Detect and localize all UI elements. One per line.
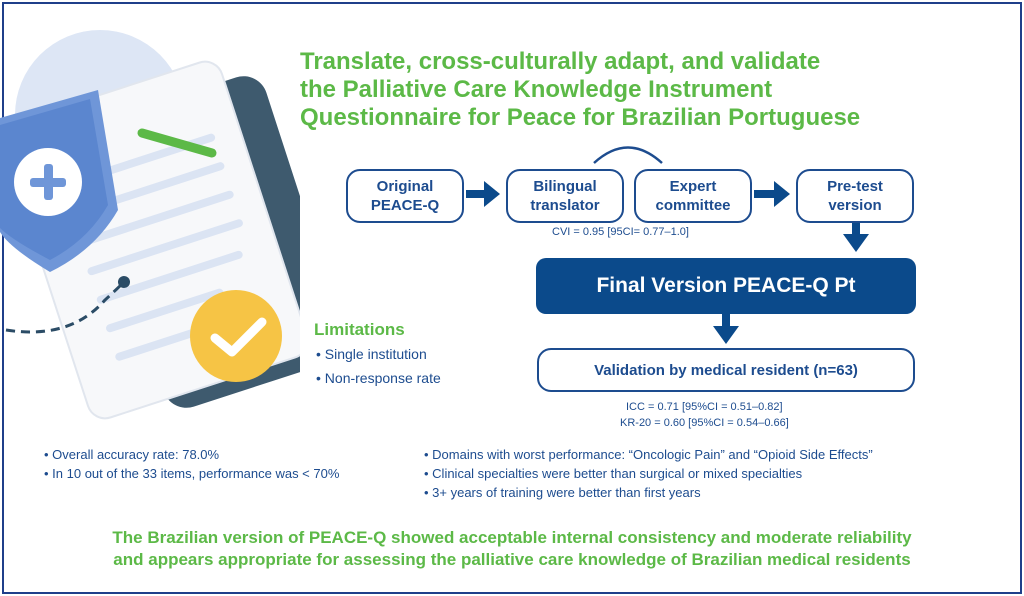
cvi-value: CVI = 0.95 [95CI= 0.77–1.0] [552,226,689,238]
result-item-left: • Overall accuracy rate: 78.0% [44,447,220,462]
final-version-box: Final Version PEACE-Q Pt [536,258,916,314]
translator-label: Bilingual translator [530,178,600,214]
arrow-icon [466,181,500,207]
conclusion [20,527,1004,571]
committee-connector [594,148,662,164]
result-item-right: • 3+ years of training were better than first years [424,485,701,500]
original-peace-q-box [346,169,464,223]
icc-value: ICC = 0.71 [95%CI = 0.51–0.82] [626,401,783,413]
kr20-value: KR-20 = 0.60 [95%CI = 0.54–0.66] [620,417,789,429]
arrow-icon [713,314,739,344]
pretest-version-box [796,169,914,223]
validation-label: Validation by medical resident (n=63) [594,361,858,379]
limitation-item: • Non-response rate [316,370,441,386]
result-item-left: • In 10 out of the 33 items, performance was < 70% [44,466,340,481]
title-line-1: Translate, cross-culturally adapt, and validate [300,48,821,75]
result-item-right: • Clinical specialties were better than surgical or mixed specialties [424,466,803,481]
pretest-label: Pre-test version [827,178,883,214]
validation-box [537,348,915,392]
result-item-right: • Domains with worst performance: “Oncologic Pain” and “Opioid Side Effects” [424,447,873,462]
original-label: Original PEACE-Q [370,178,440,214]
arrow-icon [754,181,790,207]
expert-committee-box [634,169,752,223]
bilingual-translator-box [506,169,624,223]
arrow-icon [843,222,869,252]
committee-label: Expert committee [655,178,731,214]
limitation-item: • Single institution [316,346,427,362]
conclusion-line-2: and appears appropriate for assessing the palliative care knowledge of Brazilian medical residents [113,550,911,569]
conclusion-line-1: The Brazilian version of PEACE-Q showed acceptable internal consistency and moderate reliability [112,528,912,547]
title-line-3: Questionnaire for Peace for Brazilian Portuguese [300,104,861,131]
limitations-title: Limitations [314,320,405,339]
title-line-2: the Palliative Care Knowledge Instrument [300,76,773,103]
